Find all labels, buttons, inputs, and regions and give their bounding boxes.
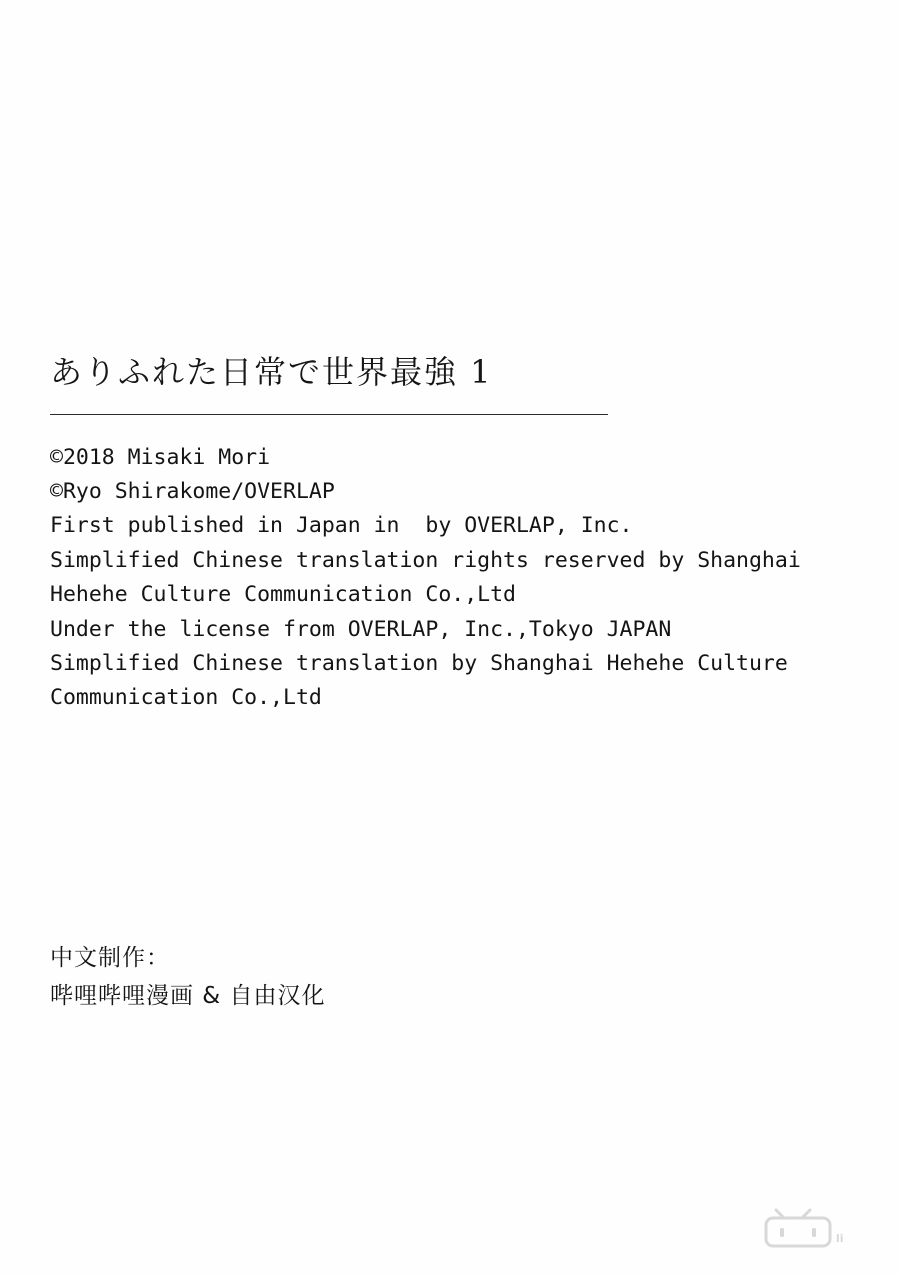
credit-line: ©Ryo Shirakome/OVERLAP [50, 478, 335, 504]
page-title: ありふれた日常で世界最強 1 [50, 353, 493, 391]
credit-line: Under the license from OVERLAP, Inc.,Tokyo JAPAN [50, 616, 672, 642]
copyright-credits [50, 441, 850, 716]
bilibili-watermark-icon [754, 1204, 862, 1250]
production-block [50, 940, 326, 1016]
credit-line: First published in Japan in by OVERLAP, Inc. [50, 513, 633, 539]
colophon-block [50, 352, 850, 716]
production-value: 哔哩哔哩漫画 & 自由汉化 [50, 982, 326, 1009]
svg-text:li: li [836, 1232, 844, 1245]
credit-line: Simplified Chinese translation by Shanghai Hehehe Culture Communication Co.,Ltd [50, 650, 801, 711]
credit-line: ©2018 Misaki Mori [50, 444, 271, 470]
credit-line: Simplified Chinese translation rights reserved by Shanghai Hehehe Culture Communication Co.,Ltd [50, 547, 814, 608]
title-divider [50, 414, 608, 415]
production-label: 中文制作： [50, 945, 170, 971]
